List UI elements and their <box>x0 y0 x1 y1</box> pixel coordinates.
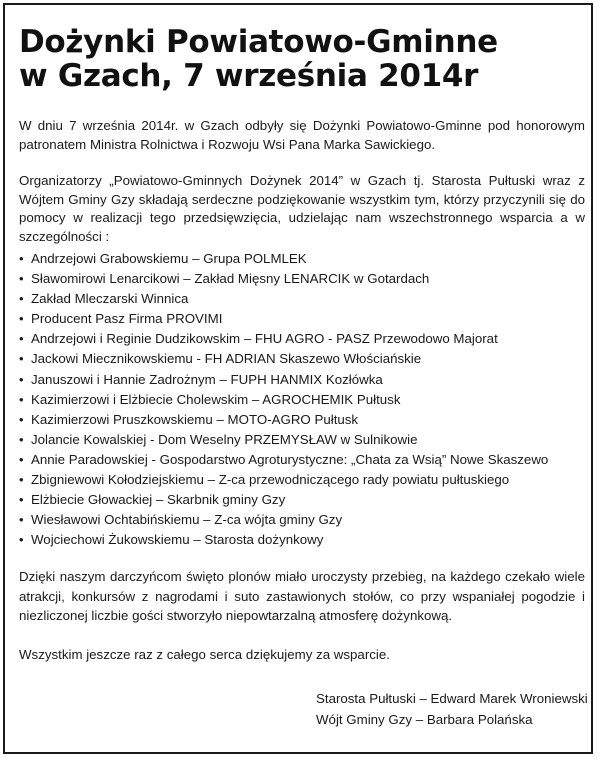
signature-line: Wójt Gminy Gzy – Barbara Polańska <box>316 712 533 727</box>
bullet-icon: • <box>19 351 24 367</box>
list-item-text: Jackowi Miecznikowskiemu - FH ADRIAN Skaszewo Włościańskie <box>31 351 422 367</box>
list-item-text: Zbigniewowi Kołodziejskiemu – Z-ca przewodniczącego rady powiatu pułtuskiego <box>31 472 510 488</box>
list-item <box>19 249 585 269</box>
bullet-icon: • <box>19 472 24 488</box>
bullet-icon: • <box>19 411 24 427</box>
list-item <box>19 450 585 470</box>
list-item-text: Andrzejowi Grabowskiemu – Grupa POLMLEK <box>31 251 307 266</box>
bullet-icon: • <box>19 251 24 266</box>
sponsor-list <box>19 249 585 550</box>
list-item-text: Sławomirowi Lenarcikowi – Zakład Mięsny LENARCIK w Gotardach <box>31 271 430 287</box>
list-item-text: Andrzejowi i Reginie Dudzikowskim – FHU AGRO - PASZ Przewodowo Majorat <box>31 331 498 347</box>
list-item-text: Jolancie Kowalskiej - Dom Weselny PRZEMYSŁAW w Sulnikowie <box>31 431 418 447</box>
bullet-icon: • <box>19 532 24 548</box>
bullet-icon: • <box>19 271 24 287</box>
bullet-icon: • <box>19 391 24 407</box>
list-item-text: Wojciechowi Żukowskiemu – Starosta dożynkowy <box>31 532 324 548</box>
closing-paragraph: Dzięki naszym darczyńcom święto plonów miało uroczysty przebieg, na każdego czekało wiele atrakcji, konkursów z nagrodami i suto zastawionych stołów, co przy wspaniałej pogodzie i niezliczonej liczbie gości stworzyło niepowtarzalną atmosferę dożynkową. <box>19 569 585 624</box>
signature-line: Starosta Pułtuski – Edward Marek Wroniewski <box>316 691 588 706</box>
bullet-icon: • <box>19 492 24 508</box>
list-item-text: Kazimierzowi i Elżbiecie Cholewskim – AGROCHEMIK Pułtusk <box>31 391 401 407</box>
signature-block <box>316 688 588 730</box>
organizers-paragraph: Organizatorzy „Powiatowo-Gminnych Dożynek 2014” w Gzach tj. Starosta Pułtuski wraz z Wójtem Gminy Gzy składają serdeczne podziękowanie wszystkim tym, którzy przyczynili się do pomocy w realizacji tego przedsięwzięcia, udzielając nam wszechstronnego wsparcia a w szczególności : <box>19 173 585 244</box>
intro-paragraph: W dniu 7 września 2014r. w Gzach odbyły się Dożynki Powiatowo-Gminne pod honorowym patronatem Ministra Rolnictwa i Rozwoju Wsi Pana Marka Sawickiego. <box>19 118 585 152</box>
list-item <box>19 370 585 390</box>
bullet-icon: • <box>19 512 24 528</box>
list-item <box>19 289 585 309</box>
list-item <box>19 329 585 349</box>
bullet-icon: • <box>19 291 24 307</box>
list-item <box>19 530 585 550</box>
bullet-icon: • <box>19 371 24 387</box>
list-item-text: Zakład Mleczarski Winnica <box>31 291 189 307</box>
list-item-text: Elżbiecie Głowackiej – Skarbnik gminy Gzy <box>31 492 286 508</box>
document-content <box>19 25 585 664</box>
bullet-icon: • <box>19 311 24 327</box>
list-item <box>19 269 585 289</box>
list-item <box>19 430 585 450</box>
list-item <box>19 349 585 369</box>
list-item <box>19 470 585 490</box>
list-item <box>19 410 585 430</box>
bullet-icon: • <box>19 451 24 467</box>
list-item-text: Producent Pasz Firma PROVIMI <box>31 311 223 327</box>
list-item <box>19 510 585 530</box>
bullet-icon: • <box>19 331 24 347</box>
page-title <box>19 25 585 93</box>
list-item-text: Kazimierzowi Pruszkowskiemu – MOTO-AGRO Pułtusk <box>31 411 359 427</box>
list-item <box>19 309 585 329</box>
title-line-2: w Gzach, 7 września 2014r <box>19 58 479 94</box>
list-item <box>19 490 585 510</box>
thanks-paragraph: Wszystkim jeszcze raz z całego serca dziękujemy za wsparcie. <box>19 646 390 662</box>
bullet-icon: • <box>19 431 24 447</box>
list-item-text: Wiesławowi Ochtabińskiemu – Z-ca wójta gminy Gzy <box>31 512 343 528</box>
list-item-text: Annie Paradowskiej - Gospodarstwo Agroturystyczne: „Chata za Wsią” Nowe Skaszewo <box>31 451 549 467</box>
title-line-1: Dożynki Powiatowo-Gminne <box>19 24 498 60</box>
list-item-text: Januszowi i Hannie Zadrożnym – FUPH HANMIX Kozłówka <box>31 371 383 387</box>
list-item <box>19 390 585 410</box>
